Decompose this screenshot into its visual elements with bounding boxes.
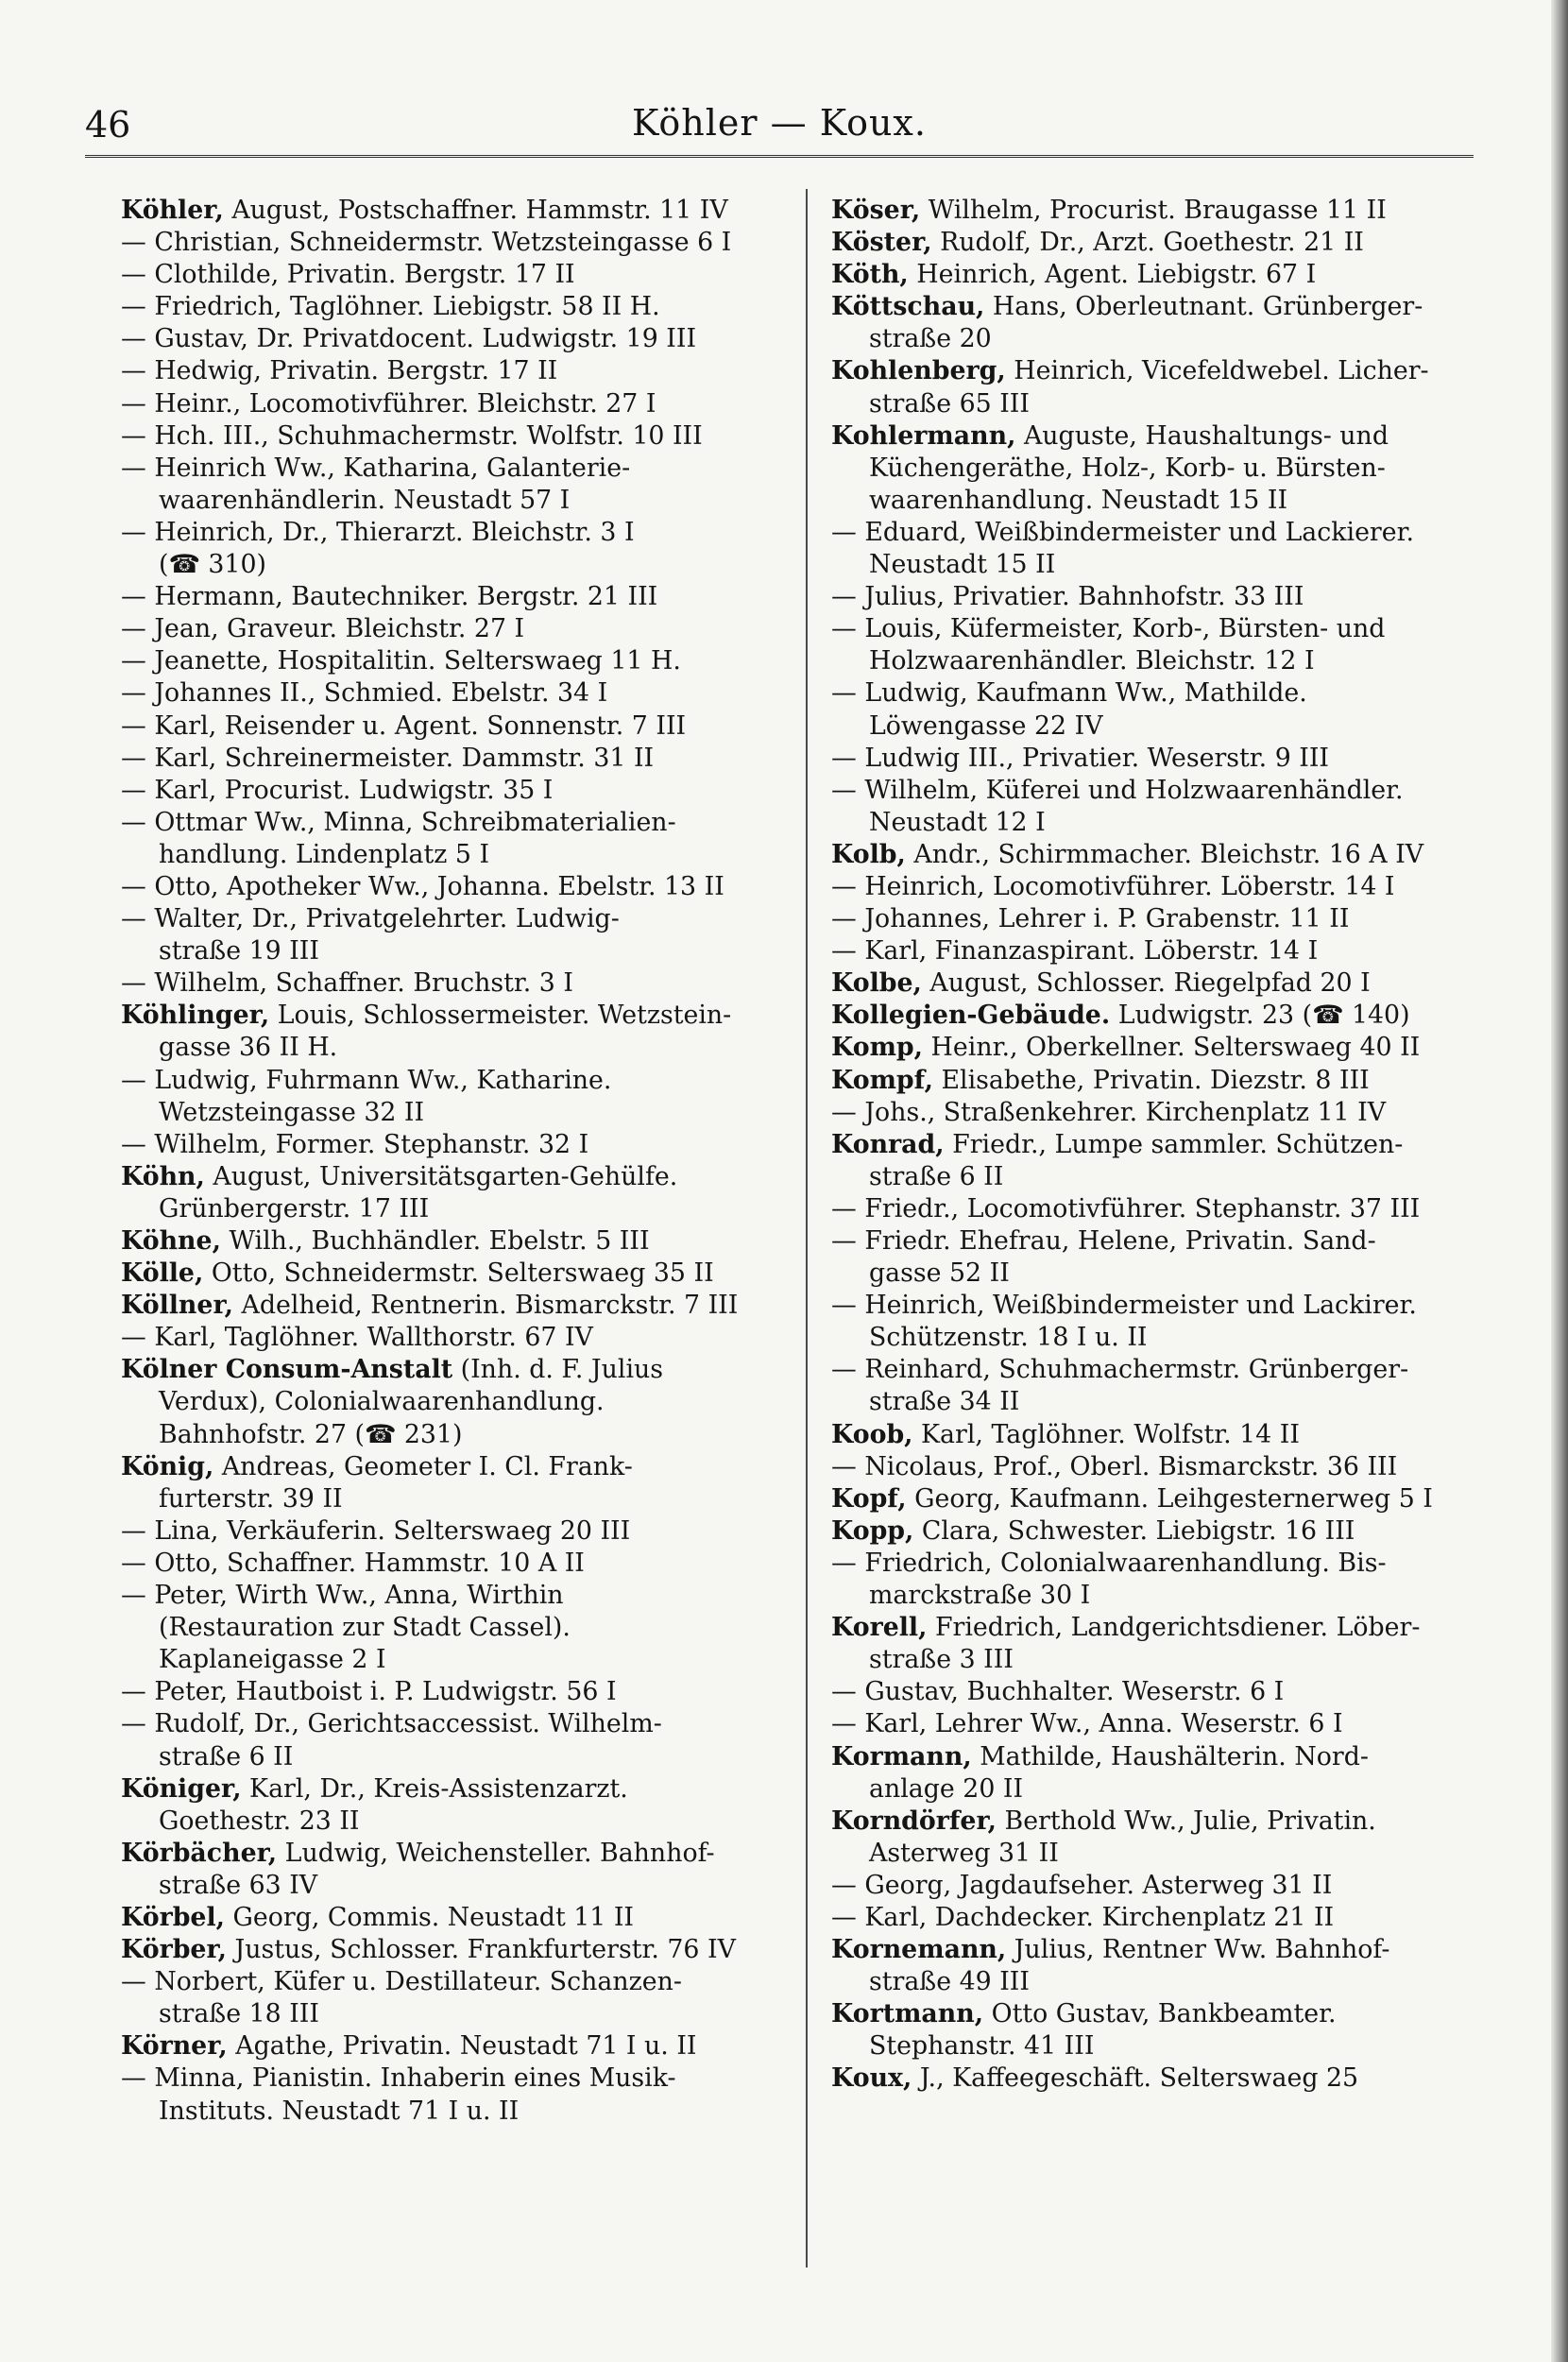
entry-text: — Ludwig III., Privatier. Weserstr. 9 III bbox=[831, 743, 1330, 773]
directory-line bbox=[121, 1644, 773, 1676]
entry-text: — Hedwig, Privatin. Bergstr. 17 II bbox=[121, 356, 558, 386]
surname: Kopf, bbox=[831, 1483, 907, 1514]
directory-line bbox=[831, 967, 1483, 1000]
directory-line bbox=[121, 871, 773, 903]
directory-line bbox=[121, 355, 773, 387]
directory-line bbox=[121, 677, 773, 710]
surname: Köth, bbox=[831, 260, 909, 290]
entry-text: Löwengasse 22 IV bbox=[869, 710, 1103, 741]
surname: Köllner, bbox=[121, 1291, 233, 1321]
directory-line bbox=[121, 1451, 773, 1483]
directory-line bbox=[831, 1580, 1483, 1612]
directory-line bbox=[121, 1193, 773, 1225]
entry-text: — Gustav, Buchhalter. Weserstr. 6 I bbox=[831, 1677, 1285, 1707]
directory-line bbox=[831, 1806, 1483, 1838]
entry-text: August, Postschaffner. Hammstr. 11 IV bbox=[223, 196, 728, 225]
entry-text: — Karl, Taglöhner. Wallthorstr. 67 IV bbox=[121, 1323, 593, 1353]
directory-line bbox=[831, 1193, 1483, 1225]
entry-text: — Ludwig, Kaufmann Ww., Mathilde. bbox=[831, 678, 1307, 709]
surname: Kormann, bbox=[831, 1741, 972, 1772]
entry-text: — Minna, Pianistin. Inhaberin eines Musik- bbox=[121, 2063, 676, 2094]
surname: König, bbox=[121, 1451, 214, 1481]
surname: Kohlermann, bbox=[831, 420, 1016, 451]
directory-line bbox=[831, 743, 1483, 775]
surname: Koob, bbox=[831, 1419, 913, 1449]
directory-line bbox=[121, 1708, 773, 1740]
entry-text: — Hermann, Bautechniker. Bergstr. 21 III bbox=[121, 582, 658, 612]
entry-text: — Ottmar Ww., Minna, Schreibmaterialien- bbox=[121, 807, 676, 837]
directory-line bbox=[121, 1225, 773, 1258]
directory-line bbox=[831, 581, 1483, 613]
entry-text: straße 65 III bbox=[869, 388, 1030, 419]
directory-line bbox=[121, 485, 773, 517]
entry-text: Neustadt 15 II bbox=[869, 550, 1056, 580]
entry-text: straße 34 II bbox=[869, 1387, 1020, 1417]
directory-line bbox=[831, 517, 1483, 549]
entry-text: straße 6 II bbox=[159, 1741, 294, 1772]
entry-text: Instituts. Neustadt 71 I u. II bbox=[159, 2096, 520, 2126]
directory-line bbox=[831, 227, 1483, 259]
directory-line bbox=[831, 871, 1483, 903]
directory-line bbox=[121, 1354, 773, 1386]
entry-text: — Johannes II., Schmied. Ebelstr. 34 I bbox=[121, 678, 608, 709]
directory-line bbox=[121, 549, 773, 581]
directory-line bbox=[831, 323, 1483, 355]
entry-text: — Karl, Lehrer Ww., Anna. Weserstr. 6 I bbox=[831, 1709, 1343, 1739]
entry-text: Wilhelm, Procurist. Braugasse 11 II bbox=[920, 196, 1387, 225]
directory-column-right bbox=[831, 195, 1483, 2096]
entry-text: — Wilhelm, Küferei und Holzwaarenhändler. bbox=[831, 775, 1404, 805]
directory-line bbox=[831, 1065, 1483, 1097]
entry-text: gasse 36 II H. bbox=[159, 1033, 338, 1063]
surname: Komp, bbox=[831, 1033, 923, 1063]
directory-line bbox=[121, 259, 773, 291]
surname: Kölle, bbox=[121, 1258, 204, 1289]
entry-text: — Gustav, Dr. Privatdocent. Ludwigstr. 19 III bbox=[121, 324, 697, 354]
entry-text: handlung. Lindenplatz 5 I bbox=[159, 839, 490, 869]
surname: Körner, bbox=[121, 2031, 228, 2062]
directory-line bbox=[831, 1934, 1483, 1966]
directory-line bbox=[831, 291, 1483, 323]
directory-line bbox=[121, 839, 773, 871]
surname: Kolb, bbox=[831, 839, 906, 869]
entry-text: — Clothilde, Privatin. Bergstr. 17 II bbox=[121, 260, 575, 290]
directory-line bbox=[121, 935, 773, 967]
directory-line bbox=[121, 1065, 773, 1097]
directory-line bbox=[831, 1354, 1483, 1386]
entry-text: Clara, Schwester. Liebigstr. 16 III bbox=[913, 1515, 1355, 1546]
directory-line bbox=[831, 195, 1483, 227]
surname: Koux, bbox=[831, 2063, 912, 2094]
surname: Kolbe, bbox=[831, 968, 922, 999]
entry-text: Otto Gustav, Bankbeamter. bbox=[983, 1999, 1337, 2029]
column-divider bbox=[806, 189, 808, 2268]
directory-line bbox=[121, 1129, 773, 1161]
entry-text: Heinrich, Agent. Liebigstr. 67 I bbox=[908, 260, 1317, 290]
directory-line bbox=[831, 1161, 1483, 1193]
entry-text: Ludwigstr. 23 (☎ 140) bbox=[1110, 1001, 1410, 1031]
entry-text: Grünbergerstr. 17 III bbox=[159, 1193, 430, 1224]
entry-text: Heinrich, Vicefeldwebel. Licher- bbox=[1005, 356, 1429, 386]
directory-line bbox=[121, 291, 773, 323]
surname: Kopp, bbox=[831, 1515, 914, 1546]
entry-text: — Heinr., Locomotivführer. Bleichstr. 27 I bbox=[121, 388, 656, 419]
entry-text: Andr., Schirmmacher. Bleichstr. 16 A IV bbox=[905, 839, 1424, 869]
surname: Köser, bbox=[831, 196, 921, 225]
entry-text: — Heinrich, Weißbindermeister und Lackirer. bbox=[831, 1291, 1417, 1321]
entry-text: Asterweg 31 II bbox=[869, 1838, 1059, 1868]
entry-text: (Inh. d. F. Julius bbox=[452, 1355, 664, 1385]
entry-text: Neustadt 12 I bbox=[869, 807, 1046, 837]
entry-text: straße 3 III bbox=[869, 1645, 1014, 1675]
directory-line bbox=[121, 1612, 773, 1644]
entry-text: (Restauration zur Stadt Cassel). bbox=[159, 1613, 571, 1643]
directory-line bbox=[121, 453, 773, 485]
entry-text: straße 49 III bbox=[869, 1967, 1030, 1997]
entry-text: — Heinrich, Locomotivführer. Löberstr. 14 I bbox=[831, 871, 1395, 901]
directory-line bbox=[121, 1161, 773, 1193]
directory-line bbox=[831, 807, 1483, 839]
entry-text: — Johs., Straßenkehrer. Kirchenplatz 11 IV bbox=[831, 1097, 1387, 1127]
directory-line bbox=[831, 1290, 1483, 1322]
entry-text: Friedrich, Landgerichtsdiener. Löber- bbox=[927, 1613, 1421, 1643]
surname: Kornemann, bbox=[831, 1935, 1007, 1965]
directory-line bbox=[121, 1097, 773, 1129]
directory-line bbox=[121, 1902, 773, 1934]
directory-line bbox=[121, 420, 773, 453]
directory-line bbox=[831, 1838, 1483, 1870]
entry-text: Adelheid, Rentnerin. Bismarckstr. 7 III bbox=[232, 1291, 739, 1321]
entry-text: furterstr. 39 II bbox=[159, 1483, 343, 1514]
entry-text: — Jean, Graveur. Bleichstr. 27 I bbox=[121, 614, 525, 644]
directory-line bbox=[121, 1998, 773, 2030]
directory-line bbox=[121, 1419, 773, 1451]
entry-text: Bahnhofstr. 27 (☎ 231) bbox=[159, 1419, 463, 1449]
directory-line bbox=[121, 807, 773, 839]
directory-line bbox=[121, 1870, 773, 1902]
directory-line bbox=[831, 1548, 1483, 1580]
directory-line bbox=[121, 1966, 773, 1998]
directory-line bbox=[121, 903, 773, 935]
directory-line bbox=[121, 1322, 773, 1354]
entry-text: Friedr., Lumpe sammler. Schützen- bbox=[944, 1129, 1404, 1159]
directory-line bbox=[831, 1386, 1483, 1418]
surname: Köhne, bbox=[121, 1226, 221, 1256]
running-title: Köhler — Koux. bbox=[632, 102, 927, 144]
directory-line bbox=[831, 645, 1483, 677]
entry-text: Karl, Taglöhner. Wolfstr. 14 II bbox=[912, 1419, 1300, 1449]
directory-line bbox=[121, 1515, 773, 1548]
entry-text: — Johannes, Lehrer i. P. Grabenstr. 11 II bbox=[831, 904, 1350, 934]
entry-text: straße 18 III bbox=[159, 1999, 319, 2029]
entry-text: Goethestr. 23 II bbox=[159, 1806, 360, 1836]
directory-line bbox=[831, 710, 1483, 743]
entry-text: — Louis, Küfermeister, Korb-, Bürsten- und bbox=[831, 614, 1386, 644]
entry-text: — Georg, Jagdaufseher. Asterweg 31 II bbox=[831, 1870, 1333, 1900]
entry-text: straße 63 IV bbox=[159, 1870, 318, 1900]
entry-text: anlage 20 II bbox=[869, 1773, 1024, 1804]
entry-text: Auguste, Haushaltungs- und bbox=[1015, 420, 1389, 451]
entry-text: Andreas, Geometer I. Cl. Frank- bbox=[213, 1451, 633, 1481]
surname: Kölner Consum-Anstalt bbox=[121, 1355, 453, 1385]
entry-text: Heinr., Oberkellner. Selterswaeg 40 II bbox=[923, 1033, 1421, 1063]
entry-text: — Rudolf, Dr., Gerichtsaccessist. Wilhelm- bbox=[121, 1709, 662, 1739]
entry-text: Berthold Ww., Julie, Privatin. bbox=[996, 1806, 1376, 1836]
directory-line bbox=[121, 323, 773, 355]
directory-line bbox=[831, 1483, 1483, 1515]
directory-line bbox=[121, 1580, 773, 1612]
entry-text: (☎ 310) bbox=[159, 550, 266, 580]
entry-text: — Julius, Privatier. Bahnhofstr. 33 III bbox=[831, 582, 1304, 612]
directory-line bbox=[121, 195, 773, 227]
entry-text: Georg, Kaufmann. Leihgesternerweg 5 I bbox=[906, 1483, 1433, 1514]
entry-text: Mathilde, Haushälterin. Nord- bbox=[971, 1741, 1369, 1772]
entry-text: — Heinrich Ww., Katharina, Galanterie- bbox=[121, 453, 631, 483]
directory-line bbox=[831, 1708, 1483, 1740]
directory-line bbox=[831, 355, 1483, 387]
entry-text: gasse 52 II bbox=[869, 1258, 1010, 1289]
entry-text: waarenhändlerin. Neustadt 57 I bbox=[159, 485, 571, 515]
entry-text: Justus, Schlosser. Frankfurterstr. 76 IV bbox=[226, 1935, 736, 1965]
directory-line bbox=[831, 1870, 1483, 1902]
directory-line bbox=[121, 2030, 773, 2062]
surname: Köhlinger, bbox=[121, 1001, 270, 1031]
entry-text: straße 6 II bbox=[869, 1161, 1004, 1191]
directory-line bbox=[121, 967, 773, 1000]
directory-line bbox=[831, 1773, 1483, 1806]
directory-line bbox=[831, 1612, 1483, 1644]
entry-text: — Karl, Schreinermeister. Dammstr. 31 II bbox=[121, 743, 655, 773]
directory-line bbox=[121, 2096, 773, 2128]
entry-text: — Walter, Dr., Privatgelehrter. Ludwig- bbox=[121, 904, 620, 934]
entry-text: Louis, Schlossermeister. Wetzstein- bbox=[269, 1001, 732, 1031]
directory-line bbox=[831, 1644, 1483, 1676]
entry-text: — Christian, Schneidermstr. Wetzsteingasse 6 I bbox=[121, 228, 732, 258]
directory-line bbox=[831, 1676, 1483, 1708]
surname: Köhn, bbox=[121, 1161, 205, 1191]
entry-text: — Jeanette, Hospitalitin. Selterswaeg 11 H. bbox=[121, 646, 681, 676]
directory-line bbox=[121, 1483, 773, 1515]
directory-column-left bbox=[121, 195, 773, 2128]
directory-line bbox=[121, 645, 773, 677]
entry-text: — Hch. III., Schuhmachermstr. Wolfstr. 10 III bbox=[121, 420, 703, 451]
surname: Köttschau, bbox=[831, 292, 985, 322]
directory-line bbox=[121, 775, 773, 807]
directory-line bbox=[831, 1129, 1483, 1161]
directory-line bbox=[121, 1032, 773, 1064]
entry-text: Holzwaarenhändler. Bleichstr. 12 I bbox=[869, 646, 1315, 676]
directory-line bbox=[831, 1225, 1483, 1258]
entry-text: — Friedr. Ehefrau, Helene, Privatin. Sand- bbox=[831, 1226, 1376, 1256]
entry-text: marckstraße 30 I bbox=[869, 1581, 1091, 1611]
surname: Kortmann, bbox=[831, 1999, 984, 2029]
directory-line bbox=[121, 710, 773, 743]
entry-text: Agathe, Privatin. Neustadt 71 I u. II bbox=[227, 2031, 697, 2062]
directory-line bbox=[121, 1548, 773, 1580]
entry-text: Schützenstr. 18 I u. II bbox=[869, 1323, 1148, 1353]
entry-text: — Peter, Wirth Ww., Anna, Wirthin bbox=[121, 1581, 564, 1611]
directory-line bbox=[831, 677, 1483, 710]
entry-text: Rudolf, Dr., Arzt. Goethestr. 21 II bbox=[931, 228, 1364, 258]
entry-text: J., Kaffeegeschäft. Selterswaeg 25 bbox=[912, 2063, 1359, 2094]
directory-line bbox=[831, 1451, 1483, 1483]
entry-text: August, Schlosser. Riegelpfad 20 I bbox=[921, 968, 1371, 999]
surname: Königer, bbox=[121, 1773, 242, 1804]
entry-text: Stephanstr. 41 III bbox=[869, 2031, 1095, 2062]
directory-line bbox=[121, 2062, 773, 2095]
surname: Konrad, bbox=[831, 1129, 945, 1159]
directory-line bbox=[831, 775, 1483, 807]
entry-text: Küchengeräthe, Holz-, Korb- u. Bürsten- bbox=[869, 453, 1386, 483]
entry-text: — Friedrich, Colonialwaarenhandlung. Bis- bbox=[831, 1548, 1387, 1578]
directory-line bbox=[831, 1966, 1483, 1998]
directory-line bbox=[121, 743, 773, 775]
entry-text: — Friedrich, Taglöhner. Liebigstr. 58 II H. bbox=[121, 292, 660, 322]
surname: Köhler, bbox=[121, 196, 224, 225]
directory-line bbox=[831, 2062, 1483, 2095]
entry-text: Otto, Schneidermstr. Selterswaeg 35 II bbox=[203, 1258, 714, 1289]
directory-line bbox=[831, 2030, 1483, 2062]
surname: Körbel, bbox=[121, 1902, 225, 1932]
page-number: 46 bbox=[85, 104, 131, 145]
entry-text: August, Universitätsgarten-Gehülfe. bbox=[204, 1161, 678, 1191]
entry-text: — Lina, Verkäuferin. Selterswaeg 20 III bbox=[121, 1515, 631, 1546]
entry-text: Ludwig, Weichensteller. Bahnhof- bbox=[277, 1838, 715, 1868]
directory-line bbox=[831, 1000, 1483, 1032]
directory-line bbox=[121, 517, 773, 549]
directory-line bbox=[121, 1386, 773, 1418]
entry-text: — Heinrich, Dr., Thierarzt. Bleichstr. 3 I bbox=[121, 517, 635, 547]
entry-text: — Otto, Apotheker Ww., Johanna. Ebelstr. 13 II bbox=[121, 871, 724, 901]
entry-text: Elisabethe, Privatin. Diezstr. 8 III bbox=[932, 1065, 1370, 1095]
directory-line bbox=[831, 1322, 1483, 1354]
surname: Körbächer, bbox=[121, 1838, 278, 1868]
surname: Korndörfer, bbox=[831, 1806, 997, 1836]
directory-line bbox=[831, 259, 1483, 291]
entry-text: straße 19 III bbox=[159, 936, 319, 967]
directory-line bbox=[831, 388, 1483, 420]
directory-line bbox=[831, 1032, 1483, 1064]
entry-text: — Reinhard, Schuhmachermstr. Grünberger- bbox=[831, 1355, 1409, 1385]
directory-line bbox=[831, 1419, 1483, 1451]
directory-line bbox=[831, 549, 1483, 581]
directory-line bbox=[831, 1097, 1483, 1129]
directory-line bbox=[121, 388, 773, 420]
directory-line bbox=[831, 420, 1483, 453]
directory-line bbox=[831, 1741, 1483, 1773]
directory-line bbox=[831, 1998, 1483, 2030]
surname: Korell, bbox=[831, 1613, 928, 1643]
directory-line bbox=[121, 1741, 773, 1773]
directory-line bbox=[831, 1258, 1483, 1290]
directory-line bbox=[831, 903, 1483, 935]
directory-line bbox=[121, 227, 773, 259]
entry-text: Wetzsteingasse 32 II bbox=[159, 1097, 425, 1127]
entry-text: — Friedr., Locomotivführer. Stephanstr. 37 III bbox=[831, 1193, 1421, 1224]
surname: Kohlenberg, bbox=[831, 356, 1006, 386]
header-rule bbox=[85, 155, 1474, 158]
entry-text: — Karl, Finanzaspirant. Löberstr. 14 I bbox=[831, 936, 1319, 967]
entry-text: straße 20 bbox=[869, 324, 992, 354]
directory-line bbox=[121, 613, 773, 645]
page-edge-shadow bbox=[1551, 0, 1568, 2362]
directory-line bbox=[121, 1676, 773, 1708]
entry-text: Wilh., Buchhändler. Ebelstr. 5 III bbox=[220, 1226, 650, 1256]
entry-text: Karl, Dr., Kreis-Assistenzarzt. bbox=[241, 1773, 628, 1804]
entry-text: — Norbert, Küfer u. Destillateur. Schanzen- bbox=[121, 1967, 682, 1997]
entry-text: — Ludwig, Fuhrmann Ww., Katharine. bbox=[121, 1065, 612, 1095]
entry-text: Georg, Commis. Neustadt 11 II bbox=[225, 1902, 635, 1932]
directory-line bbox=[121, 1934, 773, 1966]
entry-text: — Nicolaus, Prof., Oberl. Bismarckstr. 36 III bbox=[831, 1451, 1398, 1481]
entry-text: Julius, Rentner Ww. Bahnhof- bbox=[1006, 1935, 1390, 1965]
entry-text: waarenhandlung. Neustadt 15 II bbox=[869, 485, 1288, 515]
directory-line bbox=[121, 1806, 773, 1838]
entry-text: — Otto, Schaffner. Hammstr. 10 A II bbox=[121, 1548, 585, 1578]
surname: Kompf, bbox=[831, 1065, 933, 1095]
directory-line bbox=[831, 453, 1483, 485]
directory-line bbox=[831, 935, 1483, 967]
directory-line bbox=[121, 581, 773, 613]
directory-line bbox=[831, 839, 1483, 871]
directory-line bbox=[121, 1000, 773, 1032]
directory-line bbox=[121, 1773, 773, 1806]
entry-text: — Karl, Reisender u. Agent. Sonnenstr. 7 III bbox=[121, 710, 687, 741]
directory-line bbox=[121, 1838, 773, 1870]
entry-text: — Karl, Dachdecker. Kirchenplatz 21 II bbox=[831, 1902, 1335, 1932]
entry-text: Verdux), Colonialwaarenhandlung. bbox=[159, 1387, 605, 1417]
directory-line bbox=[831, 613, 1483, 645]
directory-line bbox=[121, 1290, 773, 1322]
entry-text: — Wilhelm, Schaffner. Bruchstr. 3 I bbox=[121, 968, 573, 999]
directory-line bbox=[831, 1515, 1483, 1548]
entry-text: — Wilhelm, Former. Stephanstr. 32 I bbox=[121, 1129, 589, 1159]
surname: Kollegien-Gebäude. bbox=[831, 1001, 1111, 1031]
directory-line bbox=[831, 1902, 1483, 1934]
page-header bbox=[85, 102, 1474, 159]
entry-text: Hans, Oberleutnant. Grünberger- bbox=[984, 292, 1423, 322]
surname: Körber, bbox=[121, 1935, 227, 1965]
directory-line bbox=[121, 1258, 773, 1290]
surname: Köster, bbox=[831, 228, 932, 258]
entry-text: — Peter, Hautboist i. P. Ludwigstr. 56 I bbox=[121, 1677, 617, 1707]
entry-text: — Karl, Procurist. Ludwigstr. 35 I bbox=[121, 775, 554, 805]
directory-line bbox=[831, 485, 1483, 517]
entry-text: Kaplaneigasse 2 I bbox=[159, 1645, 386, 1675]
entry-text: — Eduard, Weißbindermeister und Lackierer. bbox=[831, 517, 1414, 547]
